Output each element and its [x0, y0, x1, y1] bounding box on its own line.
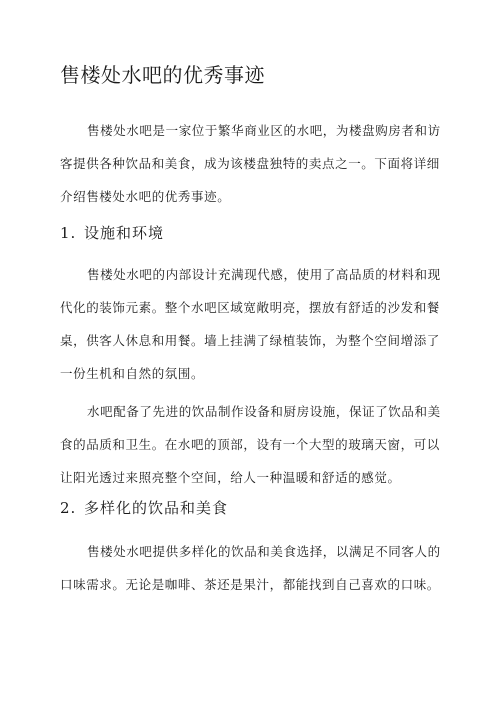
- intro-paragraph: [60, 114, 445, 213]
- intro-line: 客提供各种饮品和美食，成为该楼盘独特的卖点之一。下面将详细: [60, 156, 440, 171]
- paragraph-line: 桌，供客人休息和用餐。墙上挂满了绿植装饰，为整个空间增添了: [60, 333, 440, 348]
- paragraph-line: 水吧配备了先进的饮品制作设备和厨房设施，保证了饮品和美: [87, 404, 441, 419]
- document-title: 售楼处水吧的优秀事迹: [60, 63, 265, 87]
- section-heading-1: [60, 222, 164, 244]
- section-title: 多样化的饮品和美食: [84, 499, 229, 517]
- paragraph-line: 口味需求。无论是咖啡、茶还是果汁，都能找到自己喜欢的口味。: [60, 577, 440, 592]
- paragraph-line: 代化的装饰元素。整个水吧区域宽敞明亮，摆放有舒适的沙发和餐: [60, 300, 440, 315]
- section-2-paragraph-1: [60, 535, 445, 601]
- section-number: 2.: [60, 499, 77, 517]
- intro-line: 售楼处水吧是一家位于繁华商业区的水吧，为楼盘购房者和访: [87, 123, 441, 138]
- section-heading-2: [60, 497, 228, 519]
- section-1-paragraph-1: [60, 258, 445, 390]
- section-number: 1.: [60, 224, 77, 242]
- paragraph-line: 让阳光透过来照亮整个空间，给人一种温暖和舒适的感觉。: [60, 470, 401, 485]
- paragraph-line: 售楼处水吧提供多样化的饮品和美食选择，以满足不同客人的: [87, 544, 441, 559]
- paragraph-line: 售楼处水吧的内部设计充满现代感，使用了高品质的材料和现: [87, 267, 441, 282]
- section-title: 设施和环境: [84, 224, 165, 242]
- paragraph-line: 一份生机和自然的氛围。: [60, 366, 205, 381]
- section-1-paragraph-2: [60, 395, 445, 494]
- paragraph-line: 食的品质和卫生。在水吧的顶部，设有一个大型的玻璃天窗，可以: [60, 437, 440, 452]
- intro-line: 介绍售楼处水吧的优秀事迹。: [60, 189, 231, 204]
